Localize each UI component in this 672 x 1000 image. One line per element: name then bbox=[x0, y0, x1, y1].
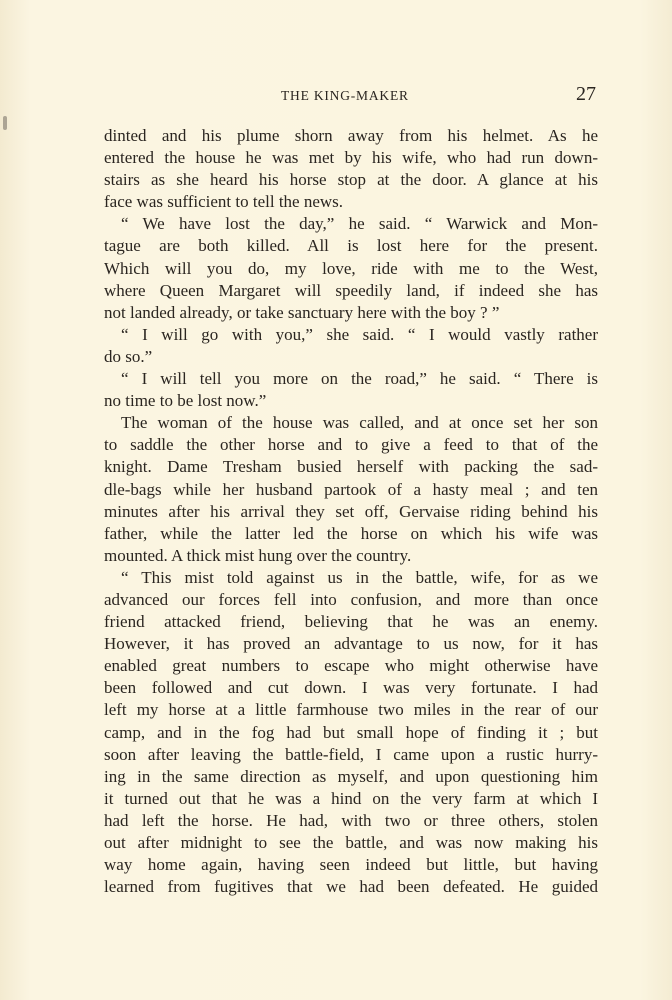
text-line: stairs as she heard his horse stop at the door. A glance at his bbox=[104, 170, 598, 190]
running-title: THE KING-MAKER bbox=[281, 88, 409, 103]
text-line: advanced our forces fell into confusion, and more than once bbox=[104, 589, 598, 609]
text-line: face was sufficient to tell the news. bbox=[104, 192, 344, 212]
text-line: dle-bags while her husband partook of a hasty meal ; and ten bbox=[104, 479, 598, 499]
text-line: “ I will go with you,” she said. “ I would vastly rather bbox=[121, 324, 598, 344]
text-line: where Queen Margaret will speedily land, if indeed she has bbox=[104, 280, 598, 300]
text-line: tague are both killed. All is lost here for the present. bbox=[104, 236, 598, 256]
text-line: knight. Dame Tresham busied herself with packing the sad- bbox=[104, 457, 598, 477]
text-line: “ This mist told against us in the battle, wife, for as we bbox=[121, 567, 598, 587]
text-line: The woman of the house was called, and at once set her son bbox=[121, 413, 598, 433]
text-line: “ We have lost the day,” he said. “ Warwick and Mon- bbox=[121, 214, 598, 234]
text-line: camp, and in the fog had but small hope of finding it ; but bbox=[104, 722, 598, 742]
text-line: to saddle the other horse and to give a feed to that of the bbox=[104, 435, 598, 455]
text-line: out after midnight to see the battle, and was now making his bbox=[104, 833, 598, 852]
page-number: 27 bbox=[576, 83, 596, 105]
body-text bbox=[104, 125, 598, 898]
text-line: had left the horse. He had, with two or three others, stolen bbox=[104, 810, 598, 830]
text-line: way home again, having seen indeed but little, but having bbox=[104, 855, 598, 875]
text-line: mounted. A thick mist hung over the country. bbox=[104, 545, 412, 565]
binding-mark bbox=[3, 116, 7, 130]
text-line: not landed already, or take sanctuary here with the boy ? ” bbox=[104, 302, 500, 322]
text-line: do so.” bbox=[104, 346, 153, 366]
text-line: enabled great numbers to escape who might otherwise have bbox=[104, 656, 598, 676]
text-line: dinted and his plume shorn away from his helmet. As he bbox=[104, 126, 598, 145]
text-line: Which will you do, my love, ride with me to the West, bbox=[104, 258, 598, 278]
text-line: father, while the latter led the horse on which his wife was bbox=[104, 523, 598, 543]
text-line: been followed and cut down. I was very fortunate. I had bbox=[104, 678, 598, 698]
text-line: However, it has proved an advantage to us now, for it has bbox=[104, 634, 598, 654]
text-line: it turned out that he was a hind on the very farm at which I bbox=[104, 788, 598, 808]
text-line: entered the house he was met by his wife, who had run down- bbox=[104, 148, 598, 168]
text-line: friend attacked friend, believing that he was an enemy. bbox=[104, 612, 598, 632]
text-line: minutes after his arrival they set off, Gervaise riding behind his bbox=[104, 501, 598, 521]
text-line: “ I will tell you more on the road,” he said. “ There is bbox=[121, 369, 598, 389]
text-line: left my horse at a little farmhouse two miles in the rear of our bbox=[104, 700, 598, 720]
text-line: soon after leaving the battle-field, I came upon a rustic hurry- bbox=[104, 744, 598, 764]
text-line: ing in the same direction as myself, and upon questioning him bbox=[104, 766, 598, 786]
text-line: learned from fugitives that we had been defeated. He guided bbox=[104, 877, 598, 897]
running-head bbox=[0, 83, 672, 112]
text-line: no time to be lost now.” bbox=[104, 391, 267, 411]
